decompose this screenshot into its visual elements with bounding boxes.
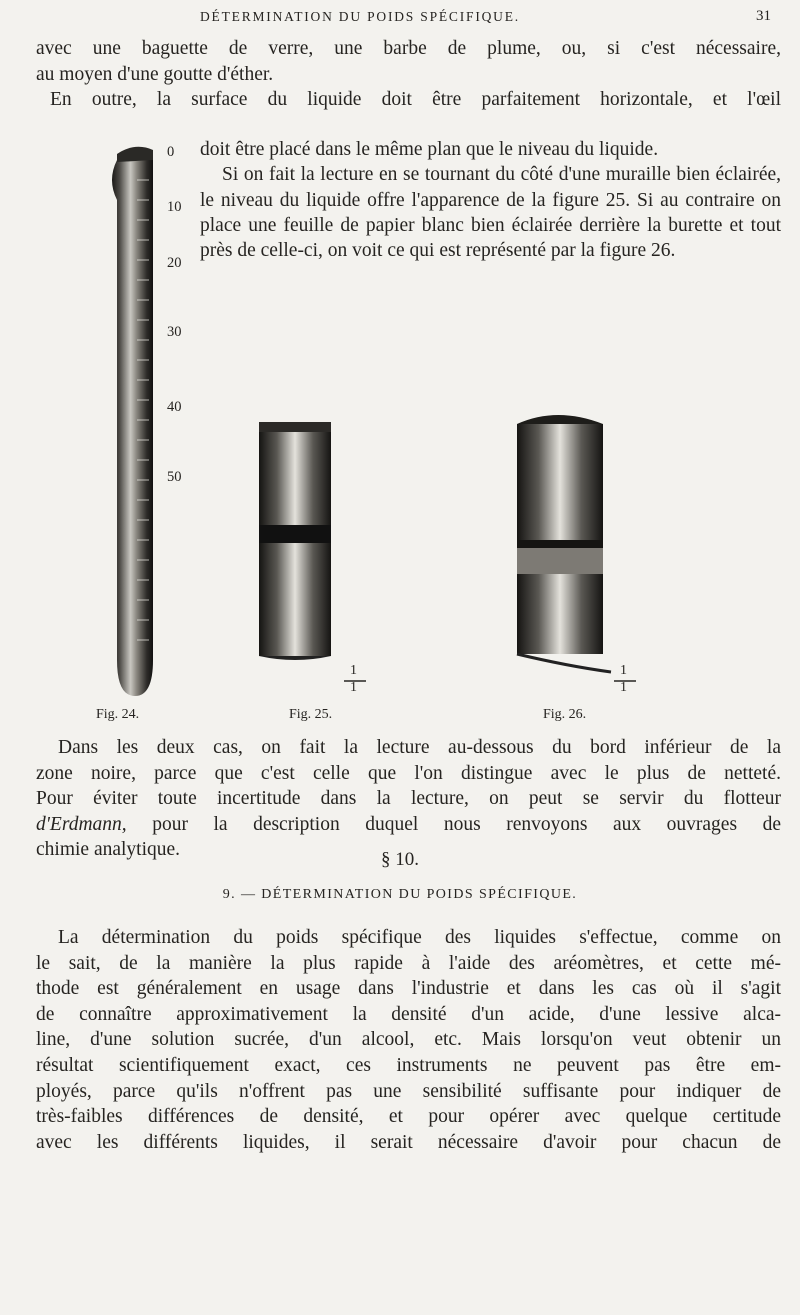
marker-label: 1: [350, 680, 357, 695]
marker-label: 1: [350, 663, 357, 678]
text-line: au moyen d'une goutte d'éther.: [36, 63, 274, 85]
caption-fig-25: Fig. 25.: [289, 707, 333, 722]
text-line: avec les différents liquides, il serait nécessaire d'avoir pour chacun de: [36, 1131, 781, 1153]
text-line: le sait, de la manière la plus rapide à l'aide des aréomètres, et cette mé-: [36, 952, 781, 974]
paragraph-reading-rule: [36, 735, 781, 863]
running-head: [0, 6, 800, 30]
figure-26-meniscus-paper: [507, 410, 617, 680]
paragraph-opening: [36, 36, 781, 113]
text-line: Dans les deux cas, on fait la lecture au-dessous du bord inférieur de la: [58, 737, 781, 758]
scale-label: 10: [167, 199, 182, 215]
text-line: de connaître approximativement la densité d'un acide, d'une lessive alca-: [36, 1003, 781, 1025]
text-line: thode est généralement en usage dans l'industrie et dans les cas où il s'agit: [36, 978, 781, 1000]
text-line: avec une baguette de verre, une barbe de plume, ou, si c'est nécessaire,: [36, 38, 781, 59]
tube-body: [517, 424, 603, 654]
paragraph-reading: Si on fait la lecture en se tournant du côté d'une muraille bien éclairée, le niveau du liquide offre l'apparence de la figure 25. Si au contraire on place une feuille de papier blanc bien éclairée derrière la burette et tout près de celle-ci, on voit ce qui est représenté par la figure 26.: [200, 164, 781, 262]
text-line: ployés, parce qu'ils n'offrent pas une sensibilité suffisante pour indiquer de: [36, 1080, 781, 1102]
scale-label: 20: [167, 255, 182, 271]
running-head-title: DÉTERMINATION DU POIDS SPÉCIFIQUE.: [200, 9, 520, 24]
scale-label: 30: [167, 324, 182, 340]
wrapped-text-column: [200, 137, 781, 263]
scale-label: 40: [167, 399, 182, 415]
marker-label: 1: [620, 663, 627, 678]
caption-fig-26: Fig. 26.: [543, 707, 587, 722]
dark-zone: [517, 548, 603, 574]
text-line: d'Erdmann, pour la description duquel nous renvoyons aux ouvrages de: [36, 813, 781, 835]
text-line: La détermination du poids spécifique des liquides s'effectue, comme on: [58, 927, 781, 948]
marker-label: 1: [620, 680, 627, 695]
figure-25-meniscus-wall: [255, 420, 335, 660]
paragraph-density: [36, 925, 781, 1155]
page-number: 31: [756, 8, 771, 24]
scale-label: 0: [167, 144, 175, 160]
caption-fig-24: Fig. 24.: [96, 707, 140, 722]
paragraph-eye-level: doit être placé dans le même plan que le niveau du liquide.: [200, 139, 659, 160]
text-line: résultat scientifiquement exact, ces instruments ne peuvent pas être em-: [36, 1054, 781, 1076]
figure-24-burette: [95, 140, 170, 700]
text-line: En outre, la surface du liquide doit être parfaitement horizontale, et l'œil: [50, 89, 781, 111]
dark-zone: [259, 525, 331, 543]
author-name: d'Erdmann,: [36, 813, 127, 835]
section-number: § 10.: [381, 849, 419, 870]
text-line: line, d'une solution sucrée, d'un alcool, etc. Mais lorsqu'on veut obtenir un: [36, 1029, 781, 1051]
text-line: très-faibles différences de densité, et pour opérer avec quelque certitude: [36, 1106, 781, 1128]
text-line: zone noire, parce que c'est celle que l'on distingue avec le plus de netteté.: [36, 762, 781, 784]
section-title: 9. — DÉTERMINATION DU POIDS SPÉCIFIQUE.: [222, 887, 578, 902]
scale-label: 50: [167, 469, 182, 485]
text-line: chimie analytique.: [36, 839, 181, 861]
text-line: Pour éviter toute incertitude dans la lecture, on peut se servir du flotteur: [36, 788, 781, 810]
burette-rim: [117, 147, 153, 162]
